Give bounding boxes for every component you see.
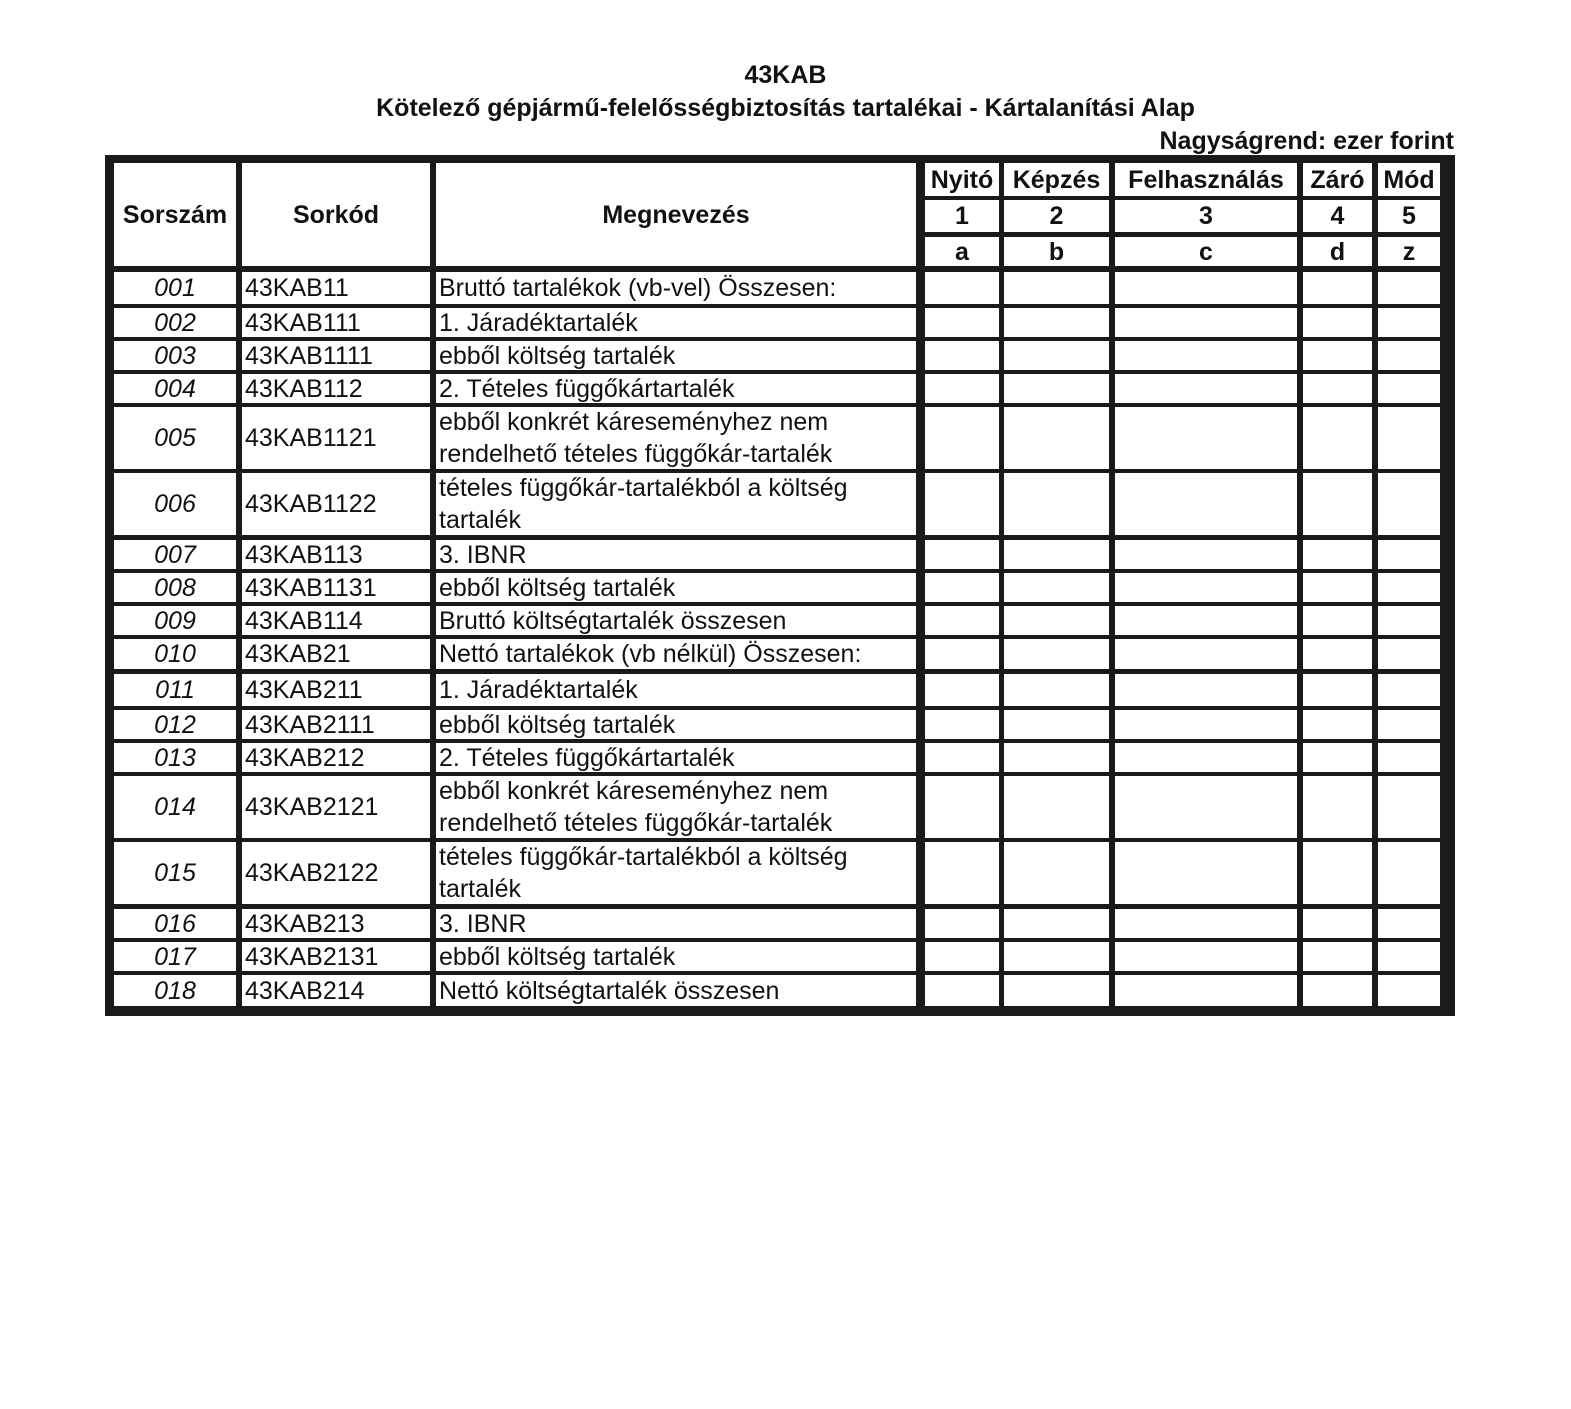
- value-cell[interactable]: [1004, 473, 1109, 535]
- reserves-table: [105, 155, 1455, 1016]
- value-cell[interactable]: [925, 272, 999, 304]
- header-col-number: 5: [1378, 200, 1440, 232]
- header-col-name: Mód: [1378, 163, 1440, 196]
- value-cell[interactable]: [1303, 407, 1372, 469]
- row-sorkod: 43KAB1121: [242, 407, 430, 469]
- row-sorszam: 006: [114, 473, 236, 535]
- row-sorkod: 43KAB112: [242, 374, 430, 403]
- value-cell[interactable]: [1378, 573, 1440, 602]
- row-sorkod: 43KAB2131: [242, 942, 430, 971]
- value-cell[interactable]: [1115, 942, 1297, 971]
- value-cell[interactable]: [1303, 710, 1372, 739]
- row-megnevezes: ebből költség tartalék: [436, 341, 916, 370]
- row-sorszam: 017: [114, 942, 236, 971]
- value-cell[interactable]: [1115, 374, 1297, 403]
- row-sorszam: 004: [114, 374, 236, 403]
- value-cell[interactable]: [1115, 909, 1297, 938]
- value-cell[interactable]: [1115, 308, 1297, 337]
- row-sorszam: 002: [114, 308, 236, 337]
- row-sorszam: 013: [114, 743, 236, 772]
- value-cell[interactable]: [1378, 272, 1440, 304]
- value-cell[interactable]: [1115, 674, 1297, 706]
- row-sorszam: 018: [114, 975, 236, 1006]
- header-col-name: Képzés: [1004, 163, 1109, 196]
- value-cell[interactable]: [1303, 573, 1372, 602]
- unit-label: Nagyságrend: ezer forint: [1159, 127, 1454, 155]
- value-cell[interactable]: [1378, 407, 1440, 469]
- value-cell[interactable]: [1303, 639, 1372, 669]
- row-megnevezes: ebből konkrét káreseményhez nem rendelhető tételes függőkár-tartalék: [436, 776, 916, 838]
- value-cell[interactable]: [1303, 776, 1372, 838]
- row-sorkod: 43KAB2122: [242, 842, 430, 904]
- row-sorszam: 016: [114, 909, 236, 938]
- row-sorszam: 010: [114, 639, 236, 669]
- value-cell[interactable]: [1004, 674, 1109, 706]
- value-cell[interactable]: [1115, 341, 1297, 370]
- value-cell[interactable]: [1303, 540, 1372, 569]
- form-title: Kötelező gépjármű-felelősségbiztosítás tartalékai - Kártalanítási Alap: [376, 94, 1195, 122]
- row-sorszam: 015: [114, 842, 236, 904]
- value-cell[interactable]: [1115, 639, 1297, 669]
- value-cell[interactable]: [1004, 374, 1109, 403]
- row-megnevezes: ebből költség tartalék: [436, 573, 916, 602]
- value-cell[interactable]: [925, 573, 999, 602]
- value-cell[interactable]: [1378, 341, 1440, 370]
- value-cell[interactable]: [925, 776, 999, 838]
- value-cell[interactable]: [925, 842, 999, 904]
- value-cell[interactable]: [1115, 540, 1297, 569]
- value-cell[interactable]: [1303, 909, 1372, 938]
- value-cell[interactable]: [1004, 573, 1109, 602]
- row-sorkod: 43KAB2121: [242, 776, 430, 838]
- row-megnevezes: ebből konkrét káreseményhez nem rendelhető tételes függőkár-tartalék: [436, 407, 916, 469]
- row-sorkod: 43KAB1111: [242, 341, 430, 370]
- value-cell[interactable]: [1303, 606, 1372, 635]
- value-cell[interactable]: [1115, 776, 1297, 838]
- header-col-number: 1: [925, 200, 999, 232]
- value-cell[interactable]: [1378, 942, 1440, 971]
- header-col-name: Záró: [1303, 163, 1372, 196]
- header-col-name: Felhasználás: [1115, 163, 1297, 196]
- value-cell[interactable]: [1378, 743, 1440, 772]
- form-code: 43KAB: [744, 61, 827, 89]
- row-sorszam: 001: [114, 272, 236, 304]
- value-cell[interactable]: [1378, 540, 1440, 569]
- row-megnevezes: Bruttó tartalékok (vb-vel) Összesen:: [436, 272, 916, 304]
- value-cell[interactable]: [1378, 975, 1440, 1006]
- row-sorkod: 43KAB21: [242, 639, 430, 669]
- row-megnevezes: 3. IBNR: [436, 540, 916, 569]
- value-cell[interactable]: [1303, 272, 1372, 304]
- value-cell[interactable]: [1378, 842, 1440, 904]
- row-megnevezes: 3. IBNR: [436, 909, 916, 938]
- value-cell[interactable]: [925, 308, 999, 337]
- row-sorszam: 005: [114, 407, 236, 469]
- value-cell[interactable]: [1378, 374, 1440, 403]
- row-megnevezes: ebből költség tartalék: [436, 710, 916, 739]
- row-megnevezes: 1. Járadéktartalék: [436, 674, 916, 706]
- value-cell[interactable]: [1303, 374, 1372, 403]
- value-cell[interactable]: [1303, 674, 1372, 706]
- row-megnevezes: 2. Tételes függőkártartalék: [436, 743, 916, 772]
- header-col-letter: a: [925, 237, 999, 266]
- value-cell[interactable]: [1004, 942, 1109, 971]
- value-cell[interactable]: [1303, 975, 1372, 1006]
- row-megnevezes: Nettó költségtartalék összesen: [436, 975, 916, 1006]
- value-cell[interactable]: [1378, 776, 1440, 838]
- row-sorkod: 43KAB212: [242, 743, 430, 772]
- value-cell[interactable]: [1004, 540, 1109, 569]
- value-cell[interactable]: [1004, 639, 1109, 669]
- value-cell[interactable]: [1115, 573, 1297, 602]
- value-cell[interactable]: [1004, 776, 1109, 838]
- header-col-letter: c: [1115, 237, 1297, 266]
- value-cell[interactable]: [925, 341, 999, 370]
- value-cell[interactable]: [925, 374, 999, 403]
- value-cell[interactable]: [1115, 473, 1297, 535]
- value-cell[interactable]: [1303, 341, 1372, 370]
- value-cell[interactable]: [925, 639, 999, 669]
- row-megnevezes: Bruttó költségtartalék összesen: [436, 606, 916, 635]
- value-cell[interactable]: [1303, 942, 1372, 971]
- row-sorszam: 009: [114, 606, 236, 635]
- row-sorkod: 43KAB114: [242, 606, 430, 635]
- row-sorszam: 012: [114, 710, 236, 739]
- value-cell[interactable]: [1115, 606, 1297, 635]
- value-cell[interactable]: [1004, 710, 1109, 739]
- value-cell[interactable]: [925, 909, 999, 938]
- value-cell[interactable]: [1378, 909, 1440, 938]
- row-sorkod: 43KAB111: [242, 308, 430, 337]
- value-cell[interactable]: [1303, 743, 1372, 772]
- value-cell[interactable]: [1378, 710, 1440, 739]
- value-cell[interactable]: [1004, 909, 1109, 938]
- row-sorkod: 43KAB113: [242, 540, 430, 569]
- row-sorkod: 43KAB214: [242, 975, 430, 1006]
- value-cell[interactable]: [1115, 842, 1297, 904]
- value-cell[interactable]: [1303, 473, 1372, 535]
- value-cell[interactable]: [1378, 308, 1440, 337]
- row-sorkod: 43KAB213: [242, 909, 430, 938]
- value-cell[interactable]: [1115, 743, 1297, 772]
- row-megnevezes: tételes függőkár-tartalékból a költség tartalék: [436, 842, 916, 904]
- header-col-letter: z: [1378, 237, 1440, 266]
- row-sorkod: 43KAB1122: [242, 473, 430, 535]
- value-cell[interactable]: [1004, 743, 1109, 772]
- row-megnevezes: tételes függőkár-tartalékból a költség tartalék: [436, 473, 916, 535]
- row-sorkod: 43KAB2111: [242, 710, 430, 739]
- value-cell[interactable]: [1004, 842, 1109, 904]
- row-sorszam: 014: [114, 776, 236, 838]
- row-sorszam: 008: [114, 573, 236, 602]
- value-cell[interactable]: [1303, 842, 1372, 904]
- value-cell[interactable]: [1378, 639, 1440, 669]
- row-megnevezes: 2. Tételes függőkártartalék: [436, 374, 916, 403]
- value-cell[interactable]: [1004, 975, 1109, 1006]
- row-sorszam: 007: [114, 540, 236, 569]
- value-cell[interactable]: [925, 710, 999, 739]
- row-megnevezes: 1. Járadéktartalék: [436, 308, 916, 337]
- value-cell[interactable]: [1115, 407, 1297, 469]
- row-sorkod: 43KAB1131: [242, 573, 430, 602]
- row-megnevezes: ebből költség tartalék: [436, 942, 916, 971]
- header-col-name: Nyitó: [925, 163, 999, 196]
- row-sorszam: 003: [114, 341, 236, 370]
- value-cell[interactable]: [925, 743, 999, 772]
- header-megnevezes: Megnevezés: [436, 163, 916, 266]
- value-cell[interactable]: [925, 473, 999, 535]
- row-sorkod: 43KAB211: [242, 674, 430, 706]
- value-cell[interactable]: [1004, 407, 1109, 469]
- header-col-letter: d: [1303, 237, 1372, 266]
- value-cell[interactable]: [1115, 975, 1297, 1006]
- value-cell[interactable]: [1303, 308, 1372, 337]
- header-col-number: 3: [1115, 200, 1297, 232]
- value-cell[interactable]: [1378, 606, 1440, 635]
- header-col-number: 4: [1303, 200, 1372, 232]
- value-cell[interactable]: [1004, 341, 1109, 370]
- row-sorkod: 43KAB11: [242, 272, 430, 304]
- value-cell[interactable]: [1004, 272, 1109, 304]
- header-col-number: 2: [1004, 200, 1109, 232]
- header-sorkod: Sorkód: [242, 163, 430, 266]
- value-cell[interactable]: [1378, 473, 1440, 535]
- value-cell[interactable]: [1004, 606, 1109, 635]
- row-sorszam: 011: [114, 674, 236, 706]
- value-cell[interactable]: [925, 540, 999, 569]
- value-cell[interactable]: [1004, 308, 1109, 337]
- header-col-letter: b: [1004, 237, 1109, 266]
- value-cell[interactable]: [925, 407, 999, 469]
- value-cell[interactable]: [1115, 272, 1297, 304]
- value-cell[interactable]: [1378, 674, 1440, 706]
- header-sorszam: Sorszám: [114, 163, 236, 266]
- value-cell[interactable]: [925, 942, 999, 971]
- value-cell[interactable]: [925, 606, 999, 635]
- value-cell[interactable]: [925, 975, 999, 1006]
- row-megnevezes: Nettó tartalékok (vb nélkül) Összesen:: [436, 639, 916, 669]
- value-cell[interactable]: [1115, 710, 1297, 739]
- value-cell[interactable]: [925, 674, 999, 706]
